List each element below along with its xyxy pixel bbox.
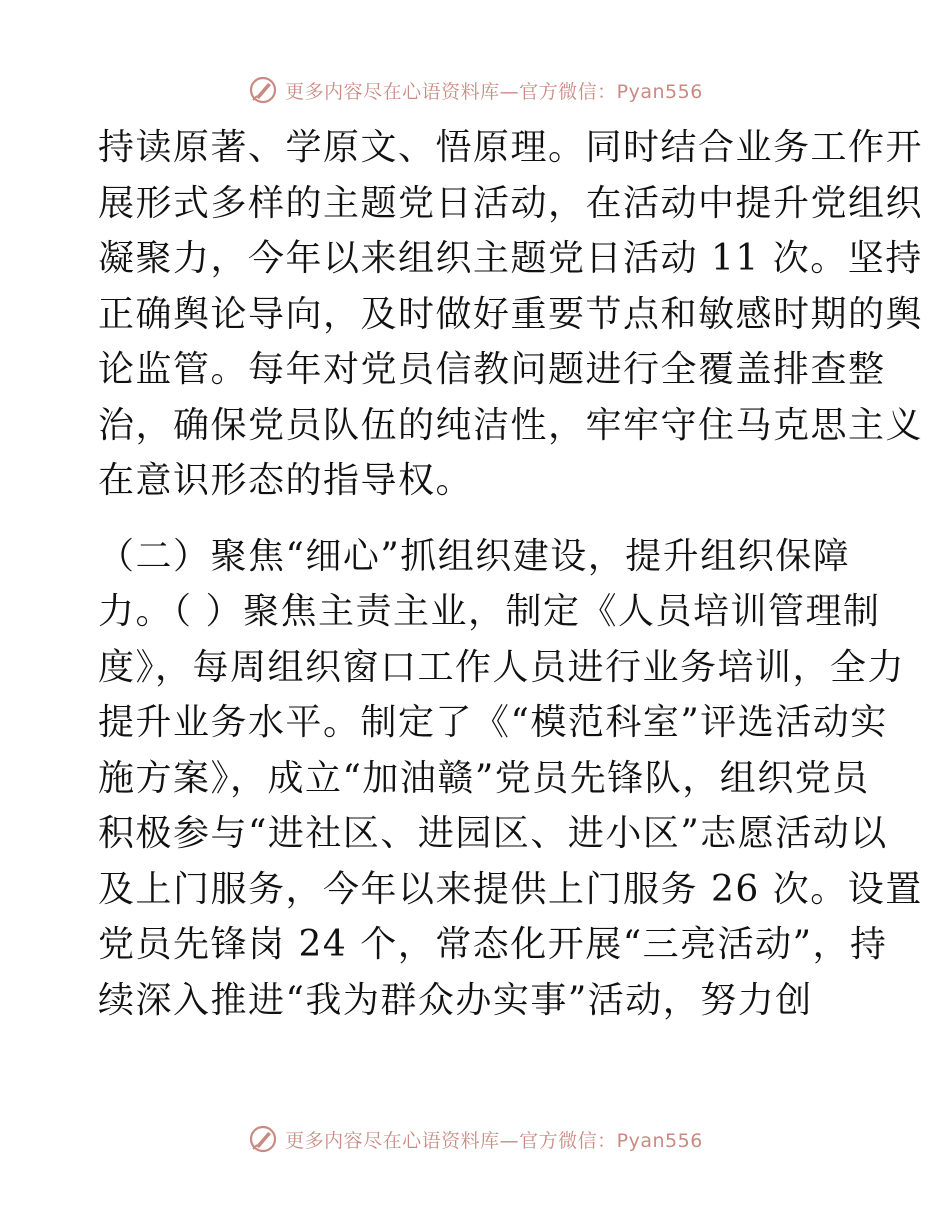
paragraph-1 bbox=[98, 120, 924, 509]
text-line: 在意识形态的指导权。 bbox=[98, 460, 474, 501]
quill-seal-icon bbox=[247, 74, 279, 106]
text-line: 党员先锋岗 24 个，常态化开展“三亮活动”，持 bbox=[98, 924, 888, 965]
text-line: 及上门服务，今年以来提供上门服务 26 次。设置 bbox=[98, 868, 923, 910]
header-watermark bbox=[0, 72, 950, 108]
watermark-text: 更多内容尽在心语资料库—官方微信：Pyan556 bbox=[285, 80, 703, 103]
section-heading-line: （二）聚焦“细心”抓组织建设，提升组织保障 bbox=[98, 535, 851, 577]
text-line: 施方案》，成立“加油赣”党员先锋队，组织党员 bbox=[98, 757, 870, 799]
text-line: 展形式多样的主题党日活动，在活动中提升党组织 bbox=[98, 182, 924, 224]
text-line: 度》，每周组织窗口工作人员进行业务培训，全力 bbox=[98, 646, 906, 688]
text-line: 持读原著、学原文、悟原理。同时结合业务工作开 bbox=[98, 127, 924, 168]
text-line: 凝聚力，今年以来组织主题党日活动 11 次。坚持 bbox=[98, 238, 923, 279]
footer-watermark bbox=[0, 1121, 950, 1157]
document-body bbox=[98, 120, 924, 1028]
text-line: 续深入推进“我为群众办实事”活动，努力创 bbox=[98, 979, 813, 1021]
paragraph-spacer bbox=[98, 509, 858, 529]
text-line: 力。（ ）聚焦主责主业，制定《人员培训管理制 bbox=[98, 591, 881, 632]
watermark-text: 更多内容尽在心语资料库—官方微信：Pyan556 bbox=[285, 1129, 703, 1152]
text-line: 正确舆论导向，及时做好重要节点和敏感时期的舆 bbox=[98, 293, 924, 335]
text-line: 论监管。每年对党员信教问题进行全覆盖排查整 bbox=[98, 349, 886, 390]
text-line: 积极参与“进社区、进园区、进小区”志愿活动以 bbox=[98, 813, 888, 854]
text-line: 提升业务水平。制定了《“模范科室”评选活动实 bbox=[98, 702, 888, 743]
quill-seal-icon bbox=[247, 1123, 279, 1155]
text-line: 治，确保党员队伍的纯洁性，牢牢守住马克思主义 bbox=[98, 404, 924, 446]
paragraph-2 bbox=[98, 529, 923, 1029]
